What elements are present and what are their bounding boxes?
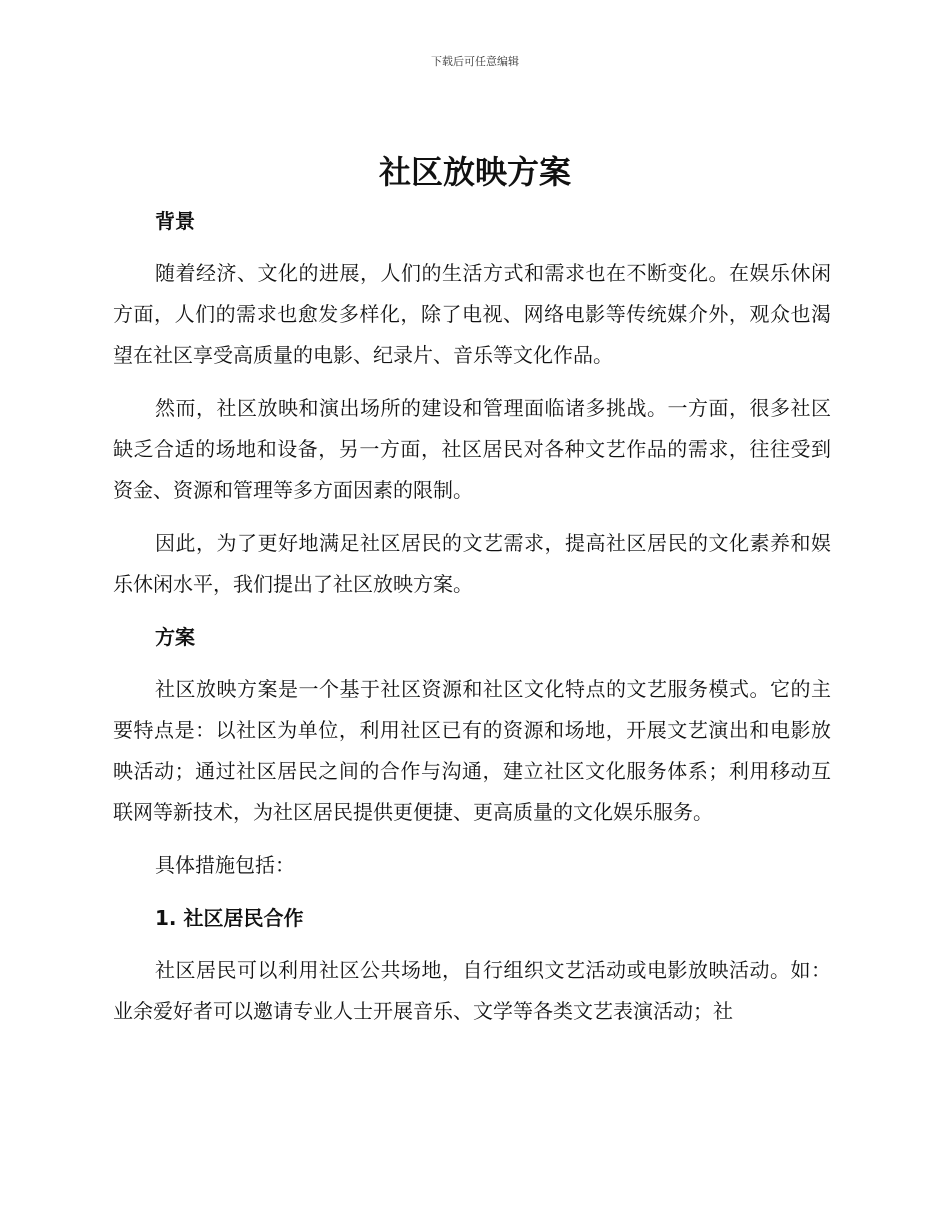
header-note: 下载后可任意编辑 xyxy=(431,55,519,68)
spacer xyxy=(113,938,831,950)
paragraph-background-1: 随着经济、文化的进展，人们的生活方式和需求也在不断变化。在娱乐休闲方面，人们的需求也愈发多样化，除了电视、网络电影等传统媒介外，观众也渴望在社区享受高质量的电影、纪录片、音乐等文化作品。 xyxy=(113,261,831,367)
spacer xyxy=(113,376,831,388)
paragraph-plan-2: 具体措施包括： xyxy=(155,853,295,877)
spacer xyxy=(113,605,831,617)
paragraph-measure-1: 社区居民可以利用社区公共场地，自行组织文艺活动或电影放映活动。如：业余爱好者可以邀请专业人士开展音乐、文学等各类文艺表演活动；社 xyxy=(113,958,831,1023)
spacer xyxy=(113,241,831,253)
spacer xyxy=(113,833,831,845)
document-body xyxy=(113,201,831,1032)
document-title: 社区放映方案 xyxy=(378,153,571,191)
section-heading-measure-1: 1. 社区居民合作 xyxy=(155,906,304,930)
paragraph-background-2: 然而，社区放映和演出场所的建设和管理面临诸多挑战。一方面，很多社区缺乏合适的场地和设备，另一方面，社区居民对各种文艺作品的需求，往往受到资金、资源和管理等多方面因素的限制。 xyxy=(113,396,831,502)
spacer xyxy=(113,886,831,898)
section-heading-plan: 方案 xyxy=(155,625,195,649)
spacer xyxy=(113,657,831,669)
spacer xyxy=(113,511,831,523)
paragraph-background-3: 因此，为了更好地满足社区居民的文艺需求，提高社区居民的文化素养和娱乐休闲水平，我们提出了社区放映方案。 xyxy=(113,531,831,596)
paragraph-plan-1: 社区放映方案是一个基于社区资源和社区文化特点的文艺服务模式。它的主要特点是：以社区为单位，利用社区已有的资源和场地，开展文艺演出和电影放映活动；通过社区居民之间的合作与沟通，建立社区文化服务体系；利用移动互联网等新技术，为社区居民提供更便捷、更高质量的文化娱乐服务。 xyxy=(113,677,831,824)
section-heading-background: 背景 xyxy=(155,209,195,233)
